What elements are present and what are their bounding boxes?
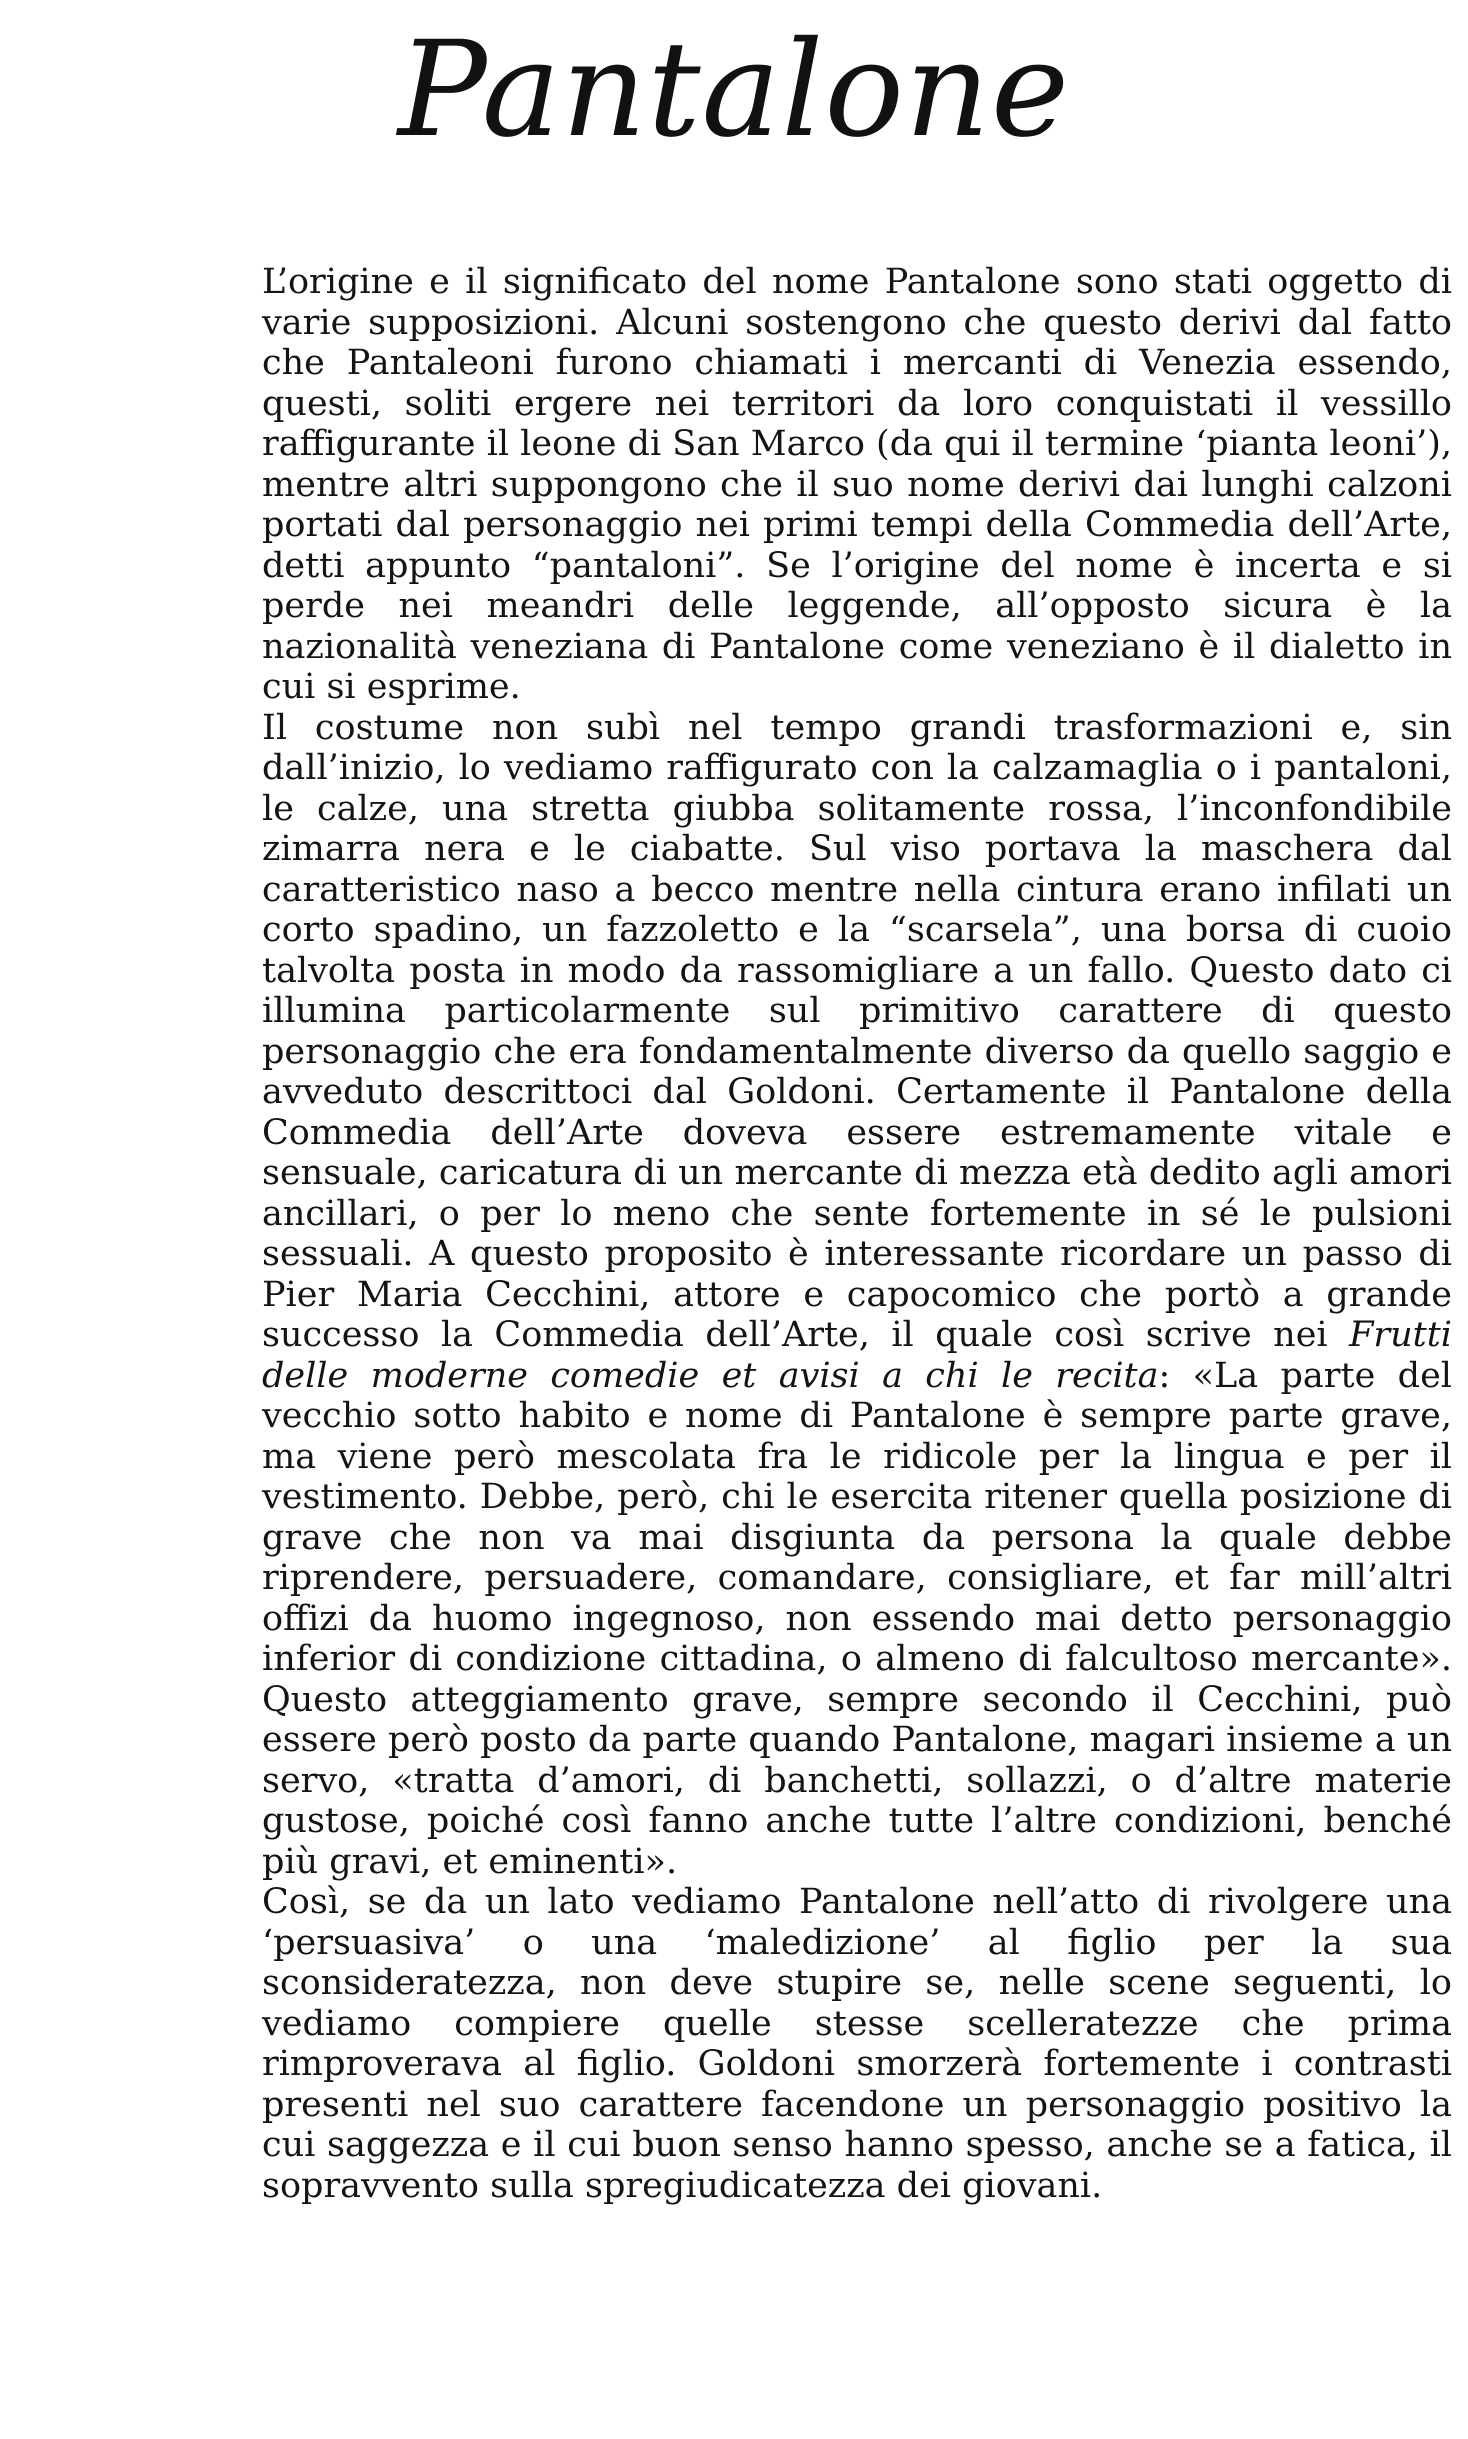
paragraph-costume-text-before: Il costume non subì nel tempo grandi trasformazioni e, sin dall’inizio, lo vediamo raffigurato con la calzamaglia o i pantaloni, le calze, una stretta giubba solitamente rossa, l’inconfondibile zimarra nera e le ciabatte. Sul viso portava la maschera dal caratteristico naso a becco mentre nella cintura erano infilati un corto spadino, un fazzoletto e la “scarsela”, una borsa di cuoio talvolta posta in modo da rassomigliare a un fallo. Questo dato ci illumina particolarmente sul primitivo carattere di questo personaggio che era fondamentalmente diverso da quello saggio e avveduto descrittoci dal Goldoni. Certamente il Pantalone della Commedia dell’Arte doveva essere estremamente vitale e sensuale, caricatura di un mercante di mezza età dedito agli amori ancillari, o per lo meno che sente fortemente in sé le pulsioni sessuali. A questo proposito è interessante ricordare un passo di Pier Maria Cecchini, attore e capocomico che portò a grande successo la Commedia dell’Arte, il quale così scrive nei bbox=[262, 707, 1452, 1355]
book-title-italic: Frutti delle moderne comedie et avisi a chi le recita bbox=[262, 1315, 1452, 1396]
paragraph-costume bbox=[262, 708, 1452, 1883]
paragraph-goldoni: Così, se da un lato vediamo Pantalone nell’atto di rivolgere una ‘persuasiva’ o una ‘maledizione’ al figlio per la sua sconsideratezza, non deve stupire se, nelle scene seguenti, lo vediamo compiere quelle stesse scelleratezze che prima rimproverava al figlio. Goldoni smorzerà fortemente i contrasti presenti nel suo carattere facendone un personaggio positivo la cui saggezza e il cui buon senso hanno spesso, anche se a fatica, il sopravvento sulla spregiudicatezza dei giovani. bbox=[262, 1882, 1452, 2206]
page-title: Pantalone bbox=[397, 13, 1071, 167]
paragraph-costume-text-after: : «La parte del vecchio sotto habito e nome di Pantalone è sempre parte grave, ma viene però mescolata fra le ridicole per la lingua e per il vestimento. Debbe, però, chi le esercita ritener quella posizione di grave che non va mai disgiunta da persona la quale debbe riprendere, persuadere, comandare, consigliare, et far mill’altri offizi da huomo ingegnoso, non essendo mai detto personaggio inferior di condizione cittadina, o almeno di falcultoso mercante». Questo atteggiamento grave, sempre secondo il Cecchini, può essere però posto da parte quando Pantalone, magari insieme a un servo, «tratta d’amori, di banchetti, sollazzi, o d’altre materie gustose, poiché così fanno anche tutte l’altre condizioni, benché più gravi, et eminenti». bbox=[262, 1355, 1452, 1882]
article-body bbox=[262, 262, 1452, 2206]
paragraph-origin: L’origine e il significato del nome Pantalone sono stati oggetto di varie supposizioni. Alcuni sostengono che questo derivi dal fatto che Pantaleoni furono chiamati i mercanti di Venezia essendo, questi, soliti ergere nei territori da loro conquistati il vessillo raffigurante il leone di San Marco (da qui il termine ‘pianta leoni’), mentre altri suppongono che il suo nome derivi dai lunghi calzoni portati dal personaggio nei primi tempi della Commedia dell’Arte, detti appunto “pantaloni”. Se l’origine del nome è incerta e si perde nei meandri delle leggende, all’opposto sicura è la nazionalità veneziana di Pantalone come veneziano è il dialetto in cui si esprime. bbox=[262, 262, 1452, 707]
